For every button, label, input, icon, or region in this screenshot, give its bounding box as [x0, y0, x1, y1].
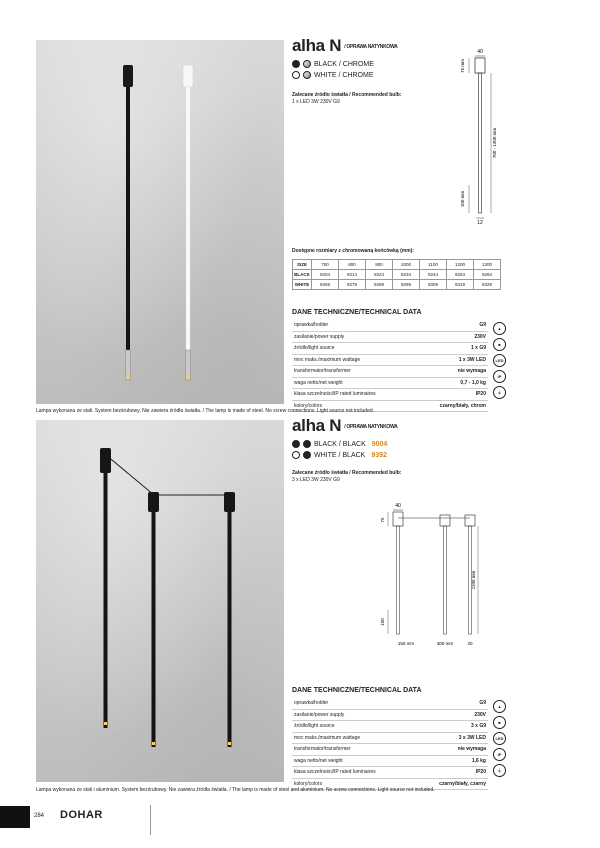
led-icon: LED [493, 732, 506, 745]
dim-length: 1100 mm [471, 570, 476, 590]
black-swatch-icon [303, 440, 311, 448]
table-cell: 9224 [366, 270, 393, 280]
dim-diameter: 20 [467, 641, 473, 646]
dim-length: 700 - 1300 mm [492, 127, 497, 159]
chrome-swatch-icon [303, 71, 311, 79]
table-cell: 1100 [420, 260, 447, 270]
dim-width: 40 [477, 49, 483, 55]
page-number: 284 [34, 813, 45, 819]
tech-heading-top: DANE TECHNICZNE/TECHNICAL DATA [292, 309, 422, 316]
technical-drawing-top [450, 40, 510, 225]
table-cell: 800 [339, 260, 366, 270]
table-cell: 9214 [339, 270, 366, 280]
black-swatch-icon [292, 440, 300, 448]
tech-heading-bottom: DANE TECHNICZNE/TECHNICAL DATA [292, 687, 422, 694]
dim-tip: 100 [380, 618, 385, 626]
table-cell: BLACK [293, 270, 312, 280]
variant-black-chrome: BLACK / CHROME [292, 60, 374, 68]
ip20-icon: IP [493, 370, 506, 383]
table-cell: 9254 [447, 270, 474, 280]
lamp-illustration-bottom [36, 420, 284, 782]
product-photo-top [36, 40, 284, 404]
table-cell: 9244 [420, 270, 447, 280]
chrome-swatch-icon [303, 60, 311, 68]
table-row: moc maks./maximum wattage 1 x 3W LED [292, 355, 488, 367]
table-row: źródło/light source 1 x G9 [292, 343, 488, 355]
dim-base: 75 [380, 517, 385, 523]
recommended-bulb-bottom: Zalecane źródło światła / Recommended bulb: 3 x LED 3W 230V G9 [292, 470, 402, 483]
lamp-illustration-top [36, 40, 284, 404]
table-row [293, 260, 501, 270]
dim-base: 75 mm [460, 59, 465, 73]
black-swatch-icon [303, 451, 311, 459]
table-cell: 9319 [447, 280, 474, 290]
table-cell: 9289 [366, 280, 393, 290]
table-row: waga netto/net weight 1,6 kg [292, 756, 488, 768]
product-title-bottom: alha N / OPRAWA NATYNKOWA [292, 416, 398, 435]
table-row [293, 280, 501, 290]
table-row: oprawka/holder G9 [292, 320, 488, 332]
spec-icons-bottom [493, 700, 506, 777]
ground-icon: ⏚ [493, 386, 506, 399]
table-cell: SIZE [293, 260, 312, 270]
table-cell: 9234 [393, 270, 420, 280]
led-icon: LED [493, 354, 506, 367]
table-row: źródło/light source 3 x G9 [292, 721, 488, 733]
divider [150, 805, 151, 835]
tech-table-top [292, 320, 488, 412]
table-cell: 9299 [393, 280, 420, 290]
table-row: zasilanie/power supply 230V [292, 710, 488, 722]
tech-table-bottom [292, 698, 488, 790]
table-cell: 9269 [312, 280, 339, 290]
white-swatch-icon [292, 451, 300, 459]
table-cell: 9329 [474, 280, 501, 290]
product-photo-bottom [36, 420, 284, 782]
table-cell: 1300 [474, 260, 501, 270]
dims-heading: Dostępne rozmiary z chromowaną końcówką (mm): [292, 248, 414, 254]
table-row: klasa szczelności/IP rated luminaires IP20 [292, 767, 488, 779]
variant-black-black: BLACK / BLACK 9004 [292, 440, 387, 448]
spec-icons-top [493, 322, 506, 399]
table-cell: 9204 [312, 270, 339, 280]
page-marker [0, 806, 30, 828]
table-row: kolory/colors czarny/biały, czarny [292, 779, 488, 791]
dim-spacing-2: 300 mm [436, 641, 454, 646]
table-cell: 1200 [447, 260, 474, 270]
table-cell: 9309 [420, 280, 447, 290]
table-row: oprawka/holder G9 [292, 698, 488, 710]
ceiling-mount-icon: ■ [493, 716, 506, 729]
black-swatch-icon [292, 60, 300, 68]
dim-spacing-1: 150 mm [397, 641, 415, 646]
recommended-bulb-top: Zalecane źródło światła / Recommended bulb: 1 x LED 3W 230V G9 [292, 92, 402, 105]
table-row [293, 270, 501, 280]
ip20-icon: IP [493, 748, 506, 761]
product-title-top: alha N / OPRAWA NATYNKOWA [292, 36, 398, 55]
holder-icon: ▲ [493, 700, 506, 713]
variant-white-chrome: WHITE / CHROME [292, 71, 374, 79]
caption-top: Lampa wykonana ze stali. System bezśrubowy. Nie zawiera źródła światła. / The lamp is made of steel. No screw connections. Light source not included. [36, 408, 375, 414]
table-row: transformator/transformer nie wymaga [292, 744, 488, 756]
table-cell: WHITE [293, 280, 312, 290]
dim-tip: 100 mm [460, 190, 465, 208]
table-row: kolory/colors czarny/biały, chrom [292, 401, 488, 413]
holder-icon: ▲ [493, 322, 506, 335]
table-cell: 900 [366, 260, 393, 270]
caption-bottom: Lampa wykonana ze stali i aluminium. System bezśrubowy. Nie zawiera źródła światła. / The lamp is made of steel and aluminium. No screw connections. Light source not included. [36, 787, 435, 793]
technical-drawing-bottom [370, 500, 480, 655]
table-row: transformator/transformer nie wymaga [292, 366, 488, 378]
dims-table [292, 259, 501, 290]
dim-width: 40 [395, 503, 401, 509]
brand-logo: DOHAR [60, 809, 103, 821]
table-row: waga netto/net weight 0,7 - 1,0 kg [292, 378, 488, 390]
ground-icon: ⏚ [493, 764, 506, 777]
ceiling-mount-icon: ■ [493, 338, 506, 351]
table-row: moc maks./maximum wattage 3 x 3W LED [292, 733, 488, 745]
table-row: klasa szczelności/IP rated luminaires IP20 [292, 389, 488, 401]
table-cell: 9279 [339, 280, 366, 290]
table-cell: 700 [312, 260, 339, 270]
table-cell: 1000 [393, 260, 420, 270]
table-cell: 9264 [474, 270, 501, 280]
variant-white-black: WHITE / BLACK 9392 [292, 451, 387, 459]
table-row: zasilanie/power supply 230V [292, 332, 488, 344]
dim-diameter: 12 [477, 220, 483, 225]
white-swatch-icon [292, 71, 300, 79]
